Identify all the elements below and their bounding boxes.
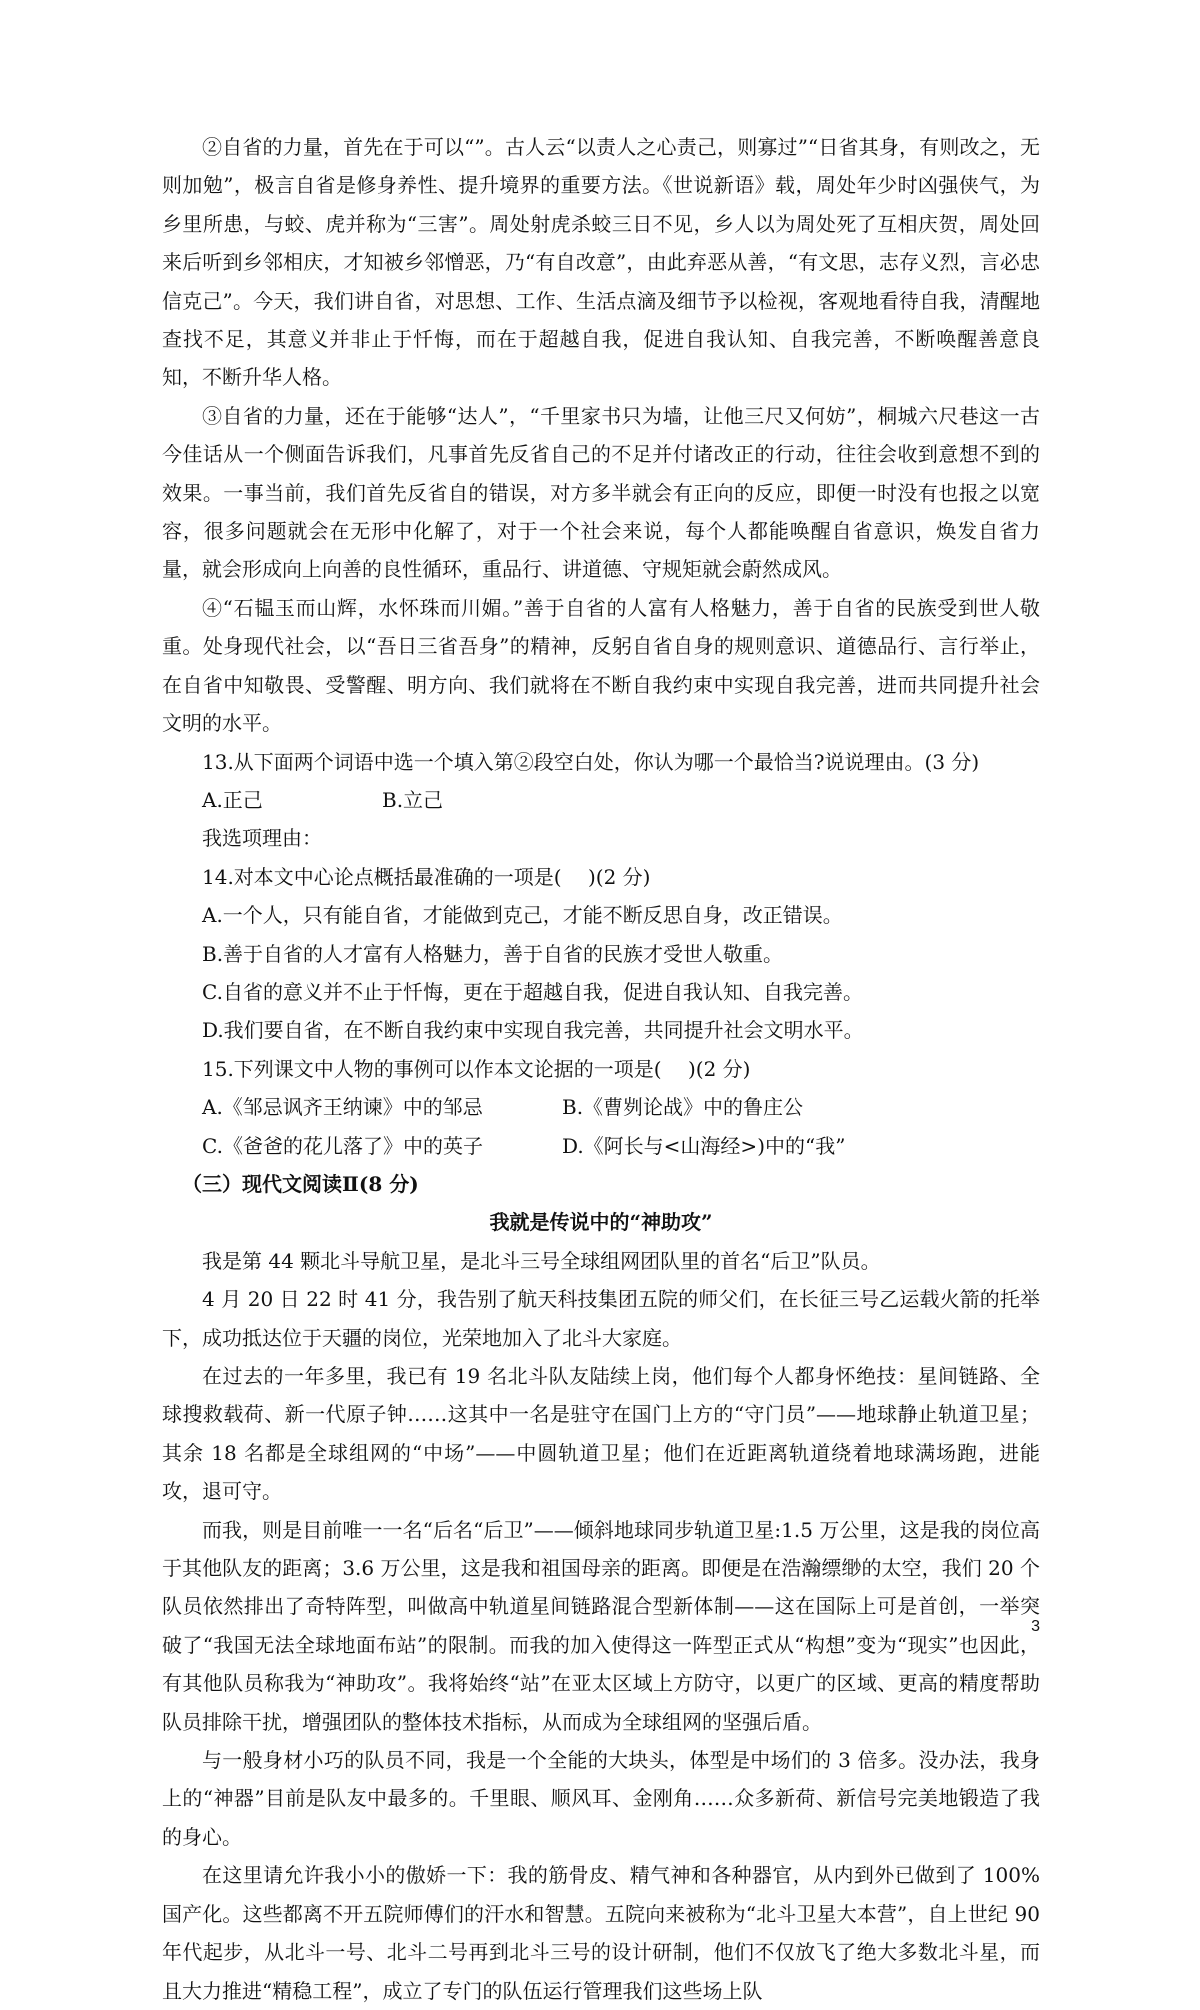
question-15-stem: 15.下列课文中人物的事例可以作本文论据的一项是( )(2 分)	[202, 1056, 751, 1081]
question-13-stem: 13.从下面两个词语中选一个填入第②段空白处，你认为哪一个最恰当?说说理由。(3 分)	[202, 749, 980, 774]
article-paragraph: 与一般身材小巧的队员不同，我是一个全能的大块头，体型是中场们的 3 倍多。没办法，我身上的“神器”目前是队友中最多的。千里眼、顺风耳、金刚角……众多新荷、新信号完美地锻造了我的身心。	[162, 1748, 1040, 1849]
page-number: 3	[1031, 1618, 1040, 1635]
article-title: 我就是传说中的“神助攻”	[489, 1210, 713, 1235]
article-paragraph: 在这里请允许我小小的傲娇一下：我的筋骨皮、精气神和各种器官，从内到外已做到了 100%国产化。这些都离不开五院师傅们的汗水和智慧。五院向来被称为“北斗卫星大本营”，自上世纪 90 年代起步，从北斗一号、北斗二号再到北斗三号的设计研制，他们不仅放飞了绝大多数北斗星，而且大力推进“精稳工程”，成立了专门的队伍运行管理我们这些场上队	[162, 1863, 1040, 2003]
paragraph-3: ③自省的力量，还在于能够“达人”，“千里家书只为墙，让他三尺又何妨”，桐城六尺巷这一古今佳话从一个侧面告诉我们，凡事首先反省自己的不足并付诸改正的行动，往往会收到意想不到的效果。一事当前，我们首先反省自的错误，对方多半就会有正向的反应，即便一时没有也报之以宽容，很多问题就会在无形中化解了，对于一个社会来说，每个人都能唤醒自省意识，焕发自省力量，就会形成向上向善的良性循环，重品行、讲道德、守规矩就会蔚然成风。	[162, 403, 1040, 582]
question-15-options-row-2	[162, 1127, 1040, 1165]
question-14-option-c: C.自省的意义并不止于忏悔，更在于超越自我，促进自我认知、自我完善。	[202, 979, 863, 1004]
question-13-answer-prompt: 我选项理由：	[202, 826, 322, 851]
question-14-option-a: A.一个人，只有能自省，才能做到克己，才能不断反思自身，改正错误。	[202, 903, 843, 928]
question-15-option-c: C.《爸爸的花儿落了》中的英子	[202, 1133, 483, 1158]
question-13-option-b: B.立己	[382, 787, 444, 812]
document-body	[162, 128, 1040, 2010]
article-paragraph: 而我，则是目前唯一一名“后名“后卫”——倾斜地球同步轨道卫星:1.5 万公里，这是我的岗位高于其他队友的距离；3.6 万公里，这是我和祖国母亲的距离。即便是在浩瀚缥缈的太空，我们 20 个队员依然排出了奇特阵型，叫做高中轨道星间链路混合型新体制——这在国际上可是首创，一举突破了“我国无法全球地面布站”的限制。而我的加入使得这一阵型正式从“构想”变为“现实”也因此，有其他队员称我为“神助攻”。我将始终“站”在亚太区域上方防守，以更广的区域、更高的精度帮助队员排除干扰，增强团队的整体技术指标，从而成为全球组网的坚强后盾。	[162, 1517, 1040, 1734]
question-14-stem: 14.对本文中心论点概括最准确的一项是( )(2 分)	[202, 864, 651, 889]
question-15-options-row-1	[162, 1088, 1040, 1126]
question-15-option-d: D.《阿长与<山海经>)中的“我”	[562, 1133, 846, 1158]
article-paragraph: 我是第 44 颗北斗导航卫星，是北斗三号全球组网团队里的首名“后卫”队员。	[202, 1248, 881, 1273]
section-heading: （三）现代文阅读Ⅱ(8 分)	[182, 1171, 419, 1196]
question-15-option-b: B.《曹刿论战》中的鲁庄公	[562, 1095, 804, 1120]
article-paragraph: 4 月 20 日 22 时 41 分，我告别了航天科技集团五院的师父们，在长征三号乙运载火箭的托举下，成功抵达位于天疆的岗位，光荣地加入了北斗大家庭。	[162, 1287, 1040, 1350]
question-13-options	[162, 781, 1040, 819]
question-15-option-a: A.《邹忌讽齐王纳谏》中的邹忌	[202, 1095, 483, 1120]
paragraph-2: ②自省的力量，首先在于可以“”。古人云“以责人之心责己，则寡过”“日省其身，有则改之，无则加勉”，极言自省是修身养性、提升境界的重要方法。《世说新语》载，周处年少时凶强侠气，为乡里所患，与蛟、虎并称为“三害”。周处射虎杀蛟三日不见，乡人以为周处死了互相庆贺，周处回来后听到乡邻相庆，才知被乡邻憎恶，乃“有自改意”，由此弃恶从善，“有文思，志存义烈，言必忠信克己”。今天，我们讲自省，对思想、工作、生活点滴及细节予以检视，客观地看待自我，清醒地查找不足，其意义并非止于忏悔，而在于超越自我，促进自我认知、自我完善，不断唤醒善意良知，不断升华人格。	[162, 135, 1040, 390]
question-14-option-d: D.我们要自省，在不断自我约束中实现自我完善，共同提升社会文明水平。	[202, 1018, 864, 1043]
article-paragraph: 在过去的一年多里，我已有 19 名北斗队友陆续上岗，他们每个人都身怀绝技：星间链路、全球搜救载荷、新一代原子钟……这其中一名是驻守在国门上方的“守门员”——地球静止轨道卫星；其余 18 名都是全球组网的“中场”——中圆轨道卫星；他们在近距离轨道绕着地球满场跑，进能攻，退可守。	[162, 1364, 1040, 1504]
question-14-option-b: B.善于自省的人才富有人格魅力，善于自省的民族才受世人敬重。	[202, 941, 784, 966]
paragraph-4: ④“石韫玉而山辉，水怀珠而川媚。”善于自省的人富有人格魅力，善于自省的民族受到世人敬重。处身现代社会，以“吾日三省吾身”的精神，反躬自省自身的规则意识、道德品行、言行举止，在自省中知敬畏、受警醒、明方向、我们就将在不断自我约束中实现自我完善，进而共同提升社会文明的水平。	[162, 595, 1040, 736]
question-13-option-a: A.正己	[202, 787, 263, 812]
